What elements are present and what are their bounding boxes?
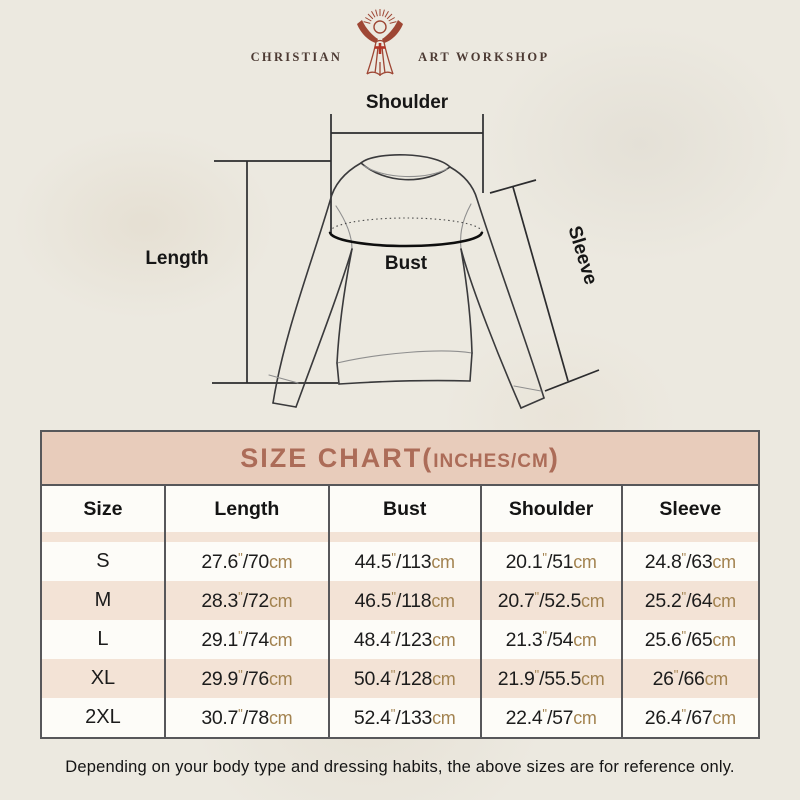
sleeve-label: Sleeve [563,223,602,288]
shoulder-value-cell: 21.9"/55.5cm [482,659,623,698]
sleeve-value-cell: 25.2"/64cm [644,588,736,612]
jesus-with-rays-icon [347,6,413,84]
sweater-outline [269,155,544,408]
bust-value-cell: 52.4"/133cm [330,698,482,737]
shoulder-dimension-line [331,114,483,233]
size-chart-title: SIZE CHART(INCHES/CM) [42,432,758,486]
bust-label: Bust [384,253,428,274]
separator-cell [330,532,482,542]
table-row-m [42,581,758,620]
size-cell: XL [42,659,166,698]
sleeve-value-cell: 26.4"/67cm [644,705,736,729]
table-row-xl [42,659,758,698]
sleeve-value-cell: 25.6"/65cm [644,627,736,651]
table-body [42,542,758,737]
column-header-sleeve: Sleeve [659,497,722,520]
length-value-cell: 28.3"/72cm [166,581,330,620]
size-chart-table [40,430,760,739]
length-value-cell: 29.9"/76cm [166,659,330,698]
sleeve-value-cell: 26"/66cm [652,666,728,690]
sleeve-value-cell: 24.8"/63cm [644,549,736,573]
length-dimension-line [212,161,338,383]
bust-value-cell: 48.4"/123cm [330,620,482,659]
bust-value-cell: 46.5"/118cm [330,581,482,620]
column-header-shoulder: Shoulder [482,486,623,532]
separator-cell [42,532,166,542]
column-header-bust: Bust [330,486,482,532]
shoulder-value-cell: 22.4"/57cm [482,698,623,737]
column-header-length: Length [166,486,330,532]
bust-value-cell: 44.5"/113cm [330,542,482,581]
shoulder-label: Shoulder [365,92,449,113]
shoulder-value-cell: 20.1"/51cm [482,542,623,581]
shoulder-value-cell: 20.7"/52.5cm [482,581,623,620]
title-text: SIZE CHART [240,443,423,473]
brand-name-left: CHRISTIAN [250,50,343,64]
separator-cell [623,532,758,542]
length-value-cell: 29.1"/74cm [166,620,330,659]
size-cell: L [42,620,166,659]
length-value-cell: 30.7"/78cm [166,698,330,737]
length-label: Length [145,248,209,269]
separator-cell [166,532,330,542]
brand-logo [0,6,800,90]
table-row-s [42,542,758,581]
separator-cell [482,532,623,542]
bust-value-cell: 50.4"/128cm [330,659,482,698]
footer-note: Depending on your body type and dressing habits, the above sizes are for reference only. [65,758,735,776]
column-header-size: Size [42,486,166,532]
table-row-l [42,620,758,659]
separator-strip [42,532,758,542]
title-units: INCHES/CM [433,451,549,472]
size-cell: S [42,542,166,581]
size-cell: 2XL [42,698,166,737]
sleeve-dimension-line [490,180,602,391]
shoulder-value-cell: 21.3"/54cm [482,620,623,659]
cross-icon [375,43,386,54]
size-cell: M [42,581,166,620]
length-value-cell: 27.6"/70cm [166,542,330,581]
bust-measure-ellipse [330,218,482,246]
column-header-row [42,486,758,532]
brand-name-right: ART WORKSHOP [418,50,550,64]
table-row-2xl [42,698,758,737]
